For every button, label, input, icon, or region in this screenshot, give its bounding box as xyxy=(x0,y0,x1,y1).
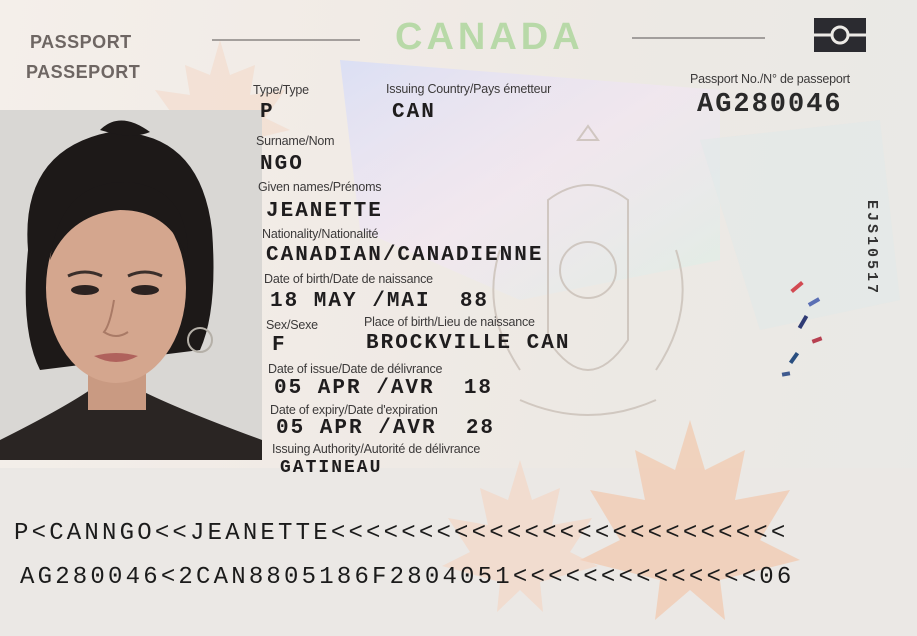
type-value: P xyxy=(260,101,275,124)
passport-no-label: Passport No./N° de passeport xyxy=(690,72,850,86)
issuing-country-value: CAN xyxy=(392,101,436,124)
dob-value: 18 MAY /MAI 88 xyxy=(270,290,490,313)
nationality-label: Nationality/Nationalité xyxy=(262,227,379,241)
authority-label: Issuing Authority/Autorité de délivrance xyxy=(272,442,481,456)
serial-number: EJS10517 xyxy=(863,200,880,297)
passport-title-en: PASSPORT xyxy=(30,32,132,52)
surname-label: Surname/Nom xyxy=(256,134,335,148)
country-name: CANADA xyxy=(395,16,584,58)
dob-label: Date of birth/Date de naissance xyxy=(264,272,433,286)
mrz-line-1: P<CANNGO<<JEANETTE<<<<<<<<<<<<<<<<<<<<<<<<<< xyxy=(14,520,789,547)
passport-title-fr: PASSEPORT xyxy=(26,62,141,82)
pob-label: Place of birth/Lieu de naissance xyxy=(364,315,535,329)
issuing-country-label: Issuing Country/Pays émetteur xyxy=(386,82,552,96)
surname-value: NGO xyxy=(260,153,304,176)
authority-value: GATINEAU xyxy=(280,458,383,478)
mrz-line-2: AG280046<2CAN8805186F2804051<<<<<<<<<<<<<<06 xyxy=(20,564,795,591)
passport-number: AG280046 xyxy=(697,90,843,120)
issue-value: 05 APR /AVR 18 xyxy=(274,377,494,400)
sex-value: F xyxy=(272,334,287,357)
pob-value: BROCKVILLE CAN xyxy=(366,332,571,355)
epassport-chip-icon xyxy=(814,18,866,52)
given-names-label: Given names/Prénoms xyxy=(258,180,382,194)
expiry-value: 05 APR /AVR 28 xyxy=(276,417,496,440)
issue-label: Date of issue/Date de délivrance xyxy=(268,362,443,376)
holder-photo xyxy=(0,110,262,460)
sex-label: Sex/Sexe xyxy=(266,318,318,332)
nationality-value: CANADIAN/CANADIENNE xyxy=(266,244,544,267)
expiry-label: Date of expiry/Date d'expiration xyxy=(270,403,438,417)
given-names-value: JEANETTE xyxy=(266,200,383,223)
type-label: Type/Type xyxy=(253,83,309,97)
